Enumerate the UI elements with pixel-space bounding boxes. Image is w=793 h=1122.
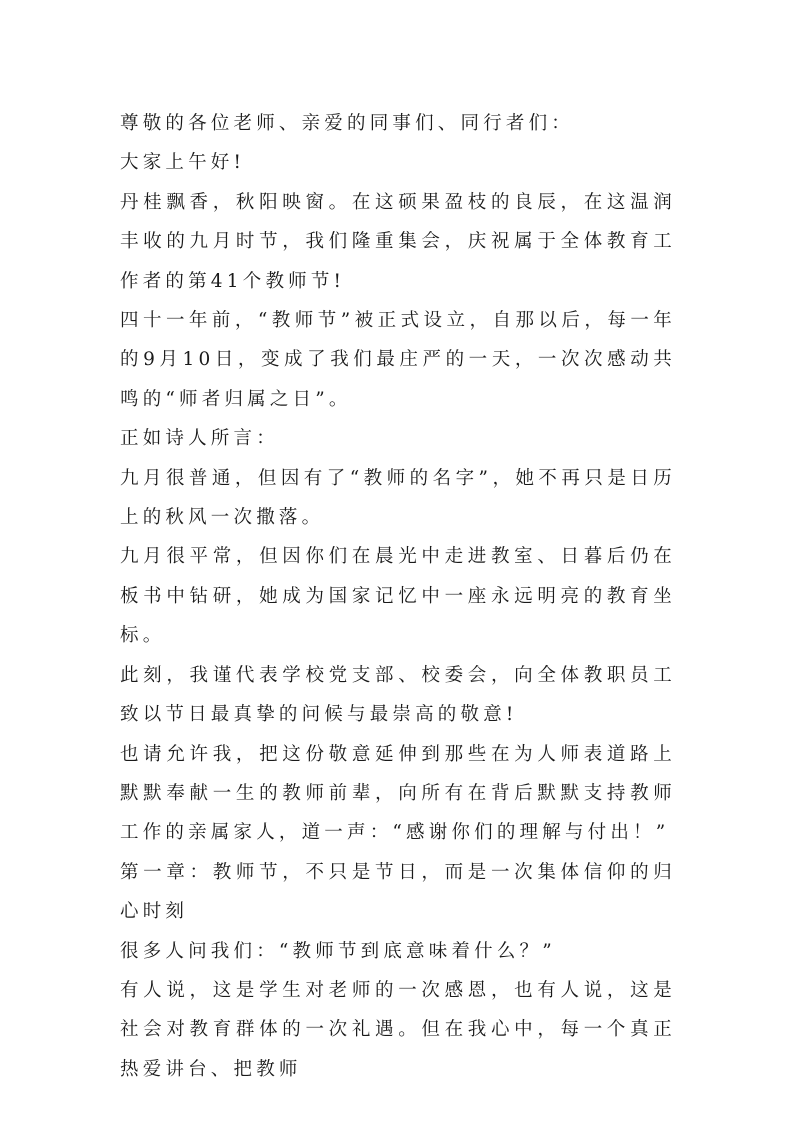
- paragraph-opening: 丹桂飘香，秋阳映窗。在这硕果盈枝的良辰，在这温润丰收的九月时节，我们隆重集会，庆祝属于全体教育工作者的第41个教师节!: [120, 191, 676, 292]
- paragraph-poem-2: 九月很平常，但因你们在晨光中走进教室、日暮后仍在板书中钻研，她成为国家记忆中一座永远明亮的教育坐标。: [120, 546, 676, 647]
- greeting: 大家上午好!: [120, 152, 246, 174]
- paragraph-poem-1: 九月很普通，但因有了“教师的名字”，她不再只是日历上的秋风一次撒落。: [120, 467, 676, 529]
- chapter-heading: 第一章：教师节，不只是节日，而是一次集体信仰的归心时刻: [120, 861, 676, 923]
- salutation: 尊敬的各位老师、亲爱的同事们、同行者们：: [120, 113, 575, 134]
- paragraph-thanks: 也请允许我，把这份敬意延伸到那些在为人师表道路上默默奉献一生的教师前辈，向所有在背后默默支持教师工作的亲属家人，道一声：“感谢你们的理解与付出！”: [120, 743, 676, 844]
- document-page: [120, 104, 676, 1089]
- paragraph-poet-intro: 正如诗人所言：: [120, 428, 279, 450]
- paragraph-greetings: 此刻，我谨代表学校党支部、校委会，向全体教职员工致以节日最真挚的问候与最崇高的敬意!: [120, 664, 676, 726]
- paragraph-question: 很多人问我们：“教师节到底意味着什么？”: [120, 940, 556, 962]
- paragraph-answer: 有人说，这是学生对老师的一次感恩，也有人说，这是社会对教育群体的一次礼遇。但在我心中，每一个真正热爱讲台、把教师: [120, 979, 676, 1080]
- paragraph-history: 四十一年前，“教师节”被正式设立，自那以后，每一年的9月10日，变成了我们最庄严的一天，一次次感动共鸣的“师者归属之日”。: [120, 310, 676, 410]
